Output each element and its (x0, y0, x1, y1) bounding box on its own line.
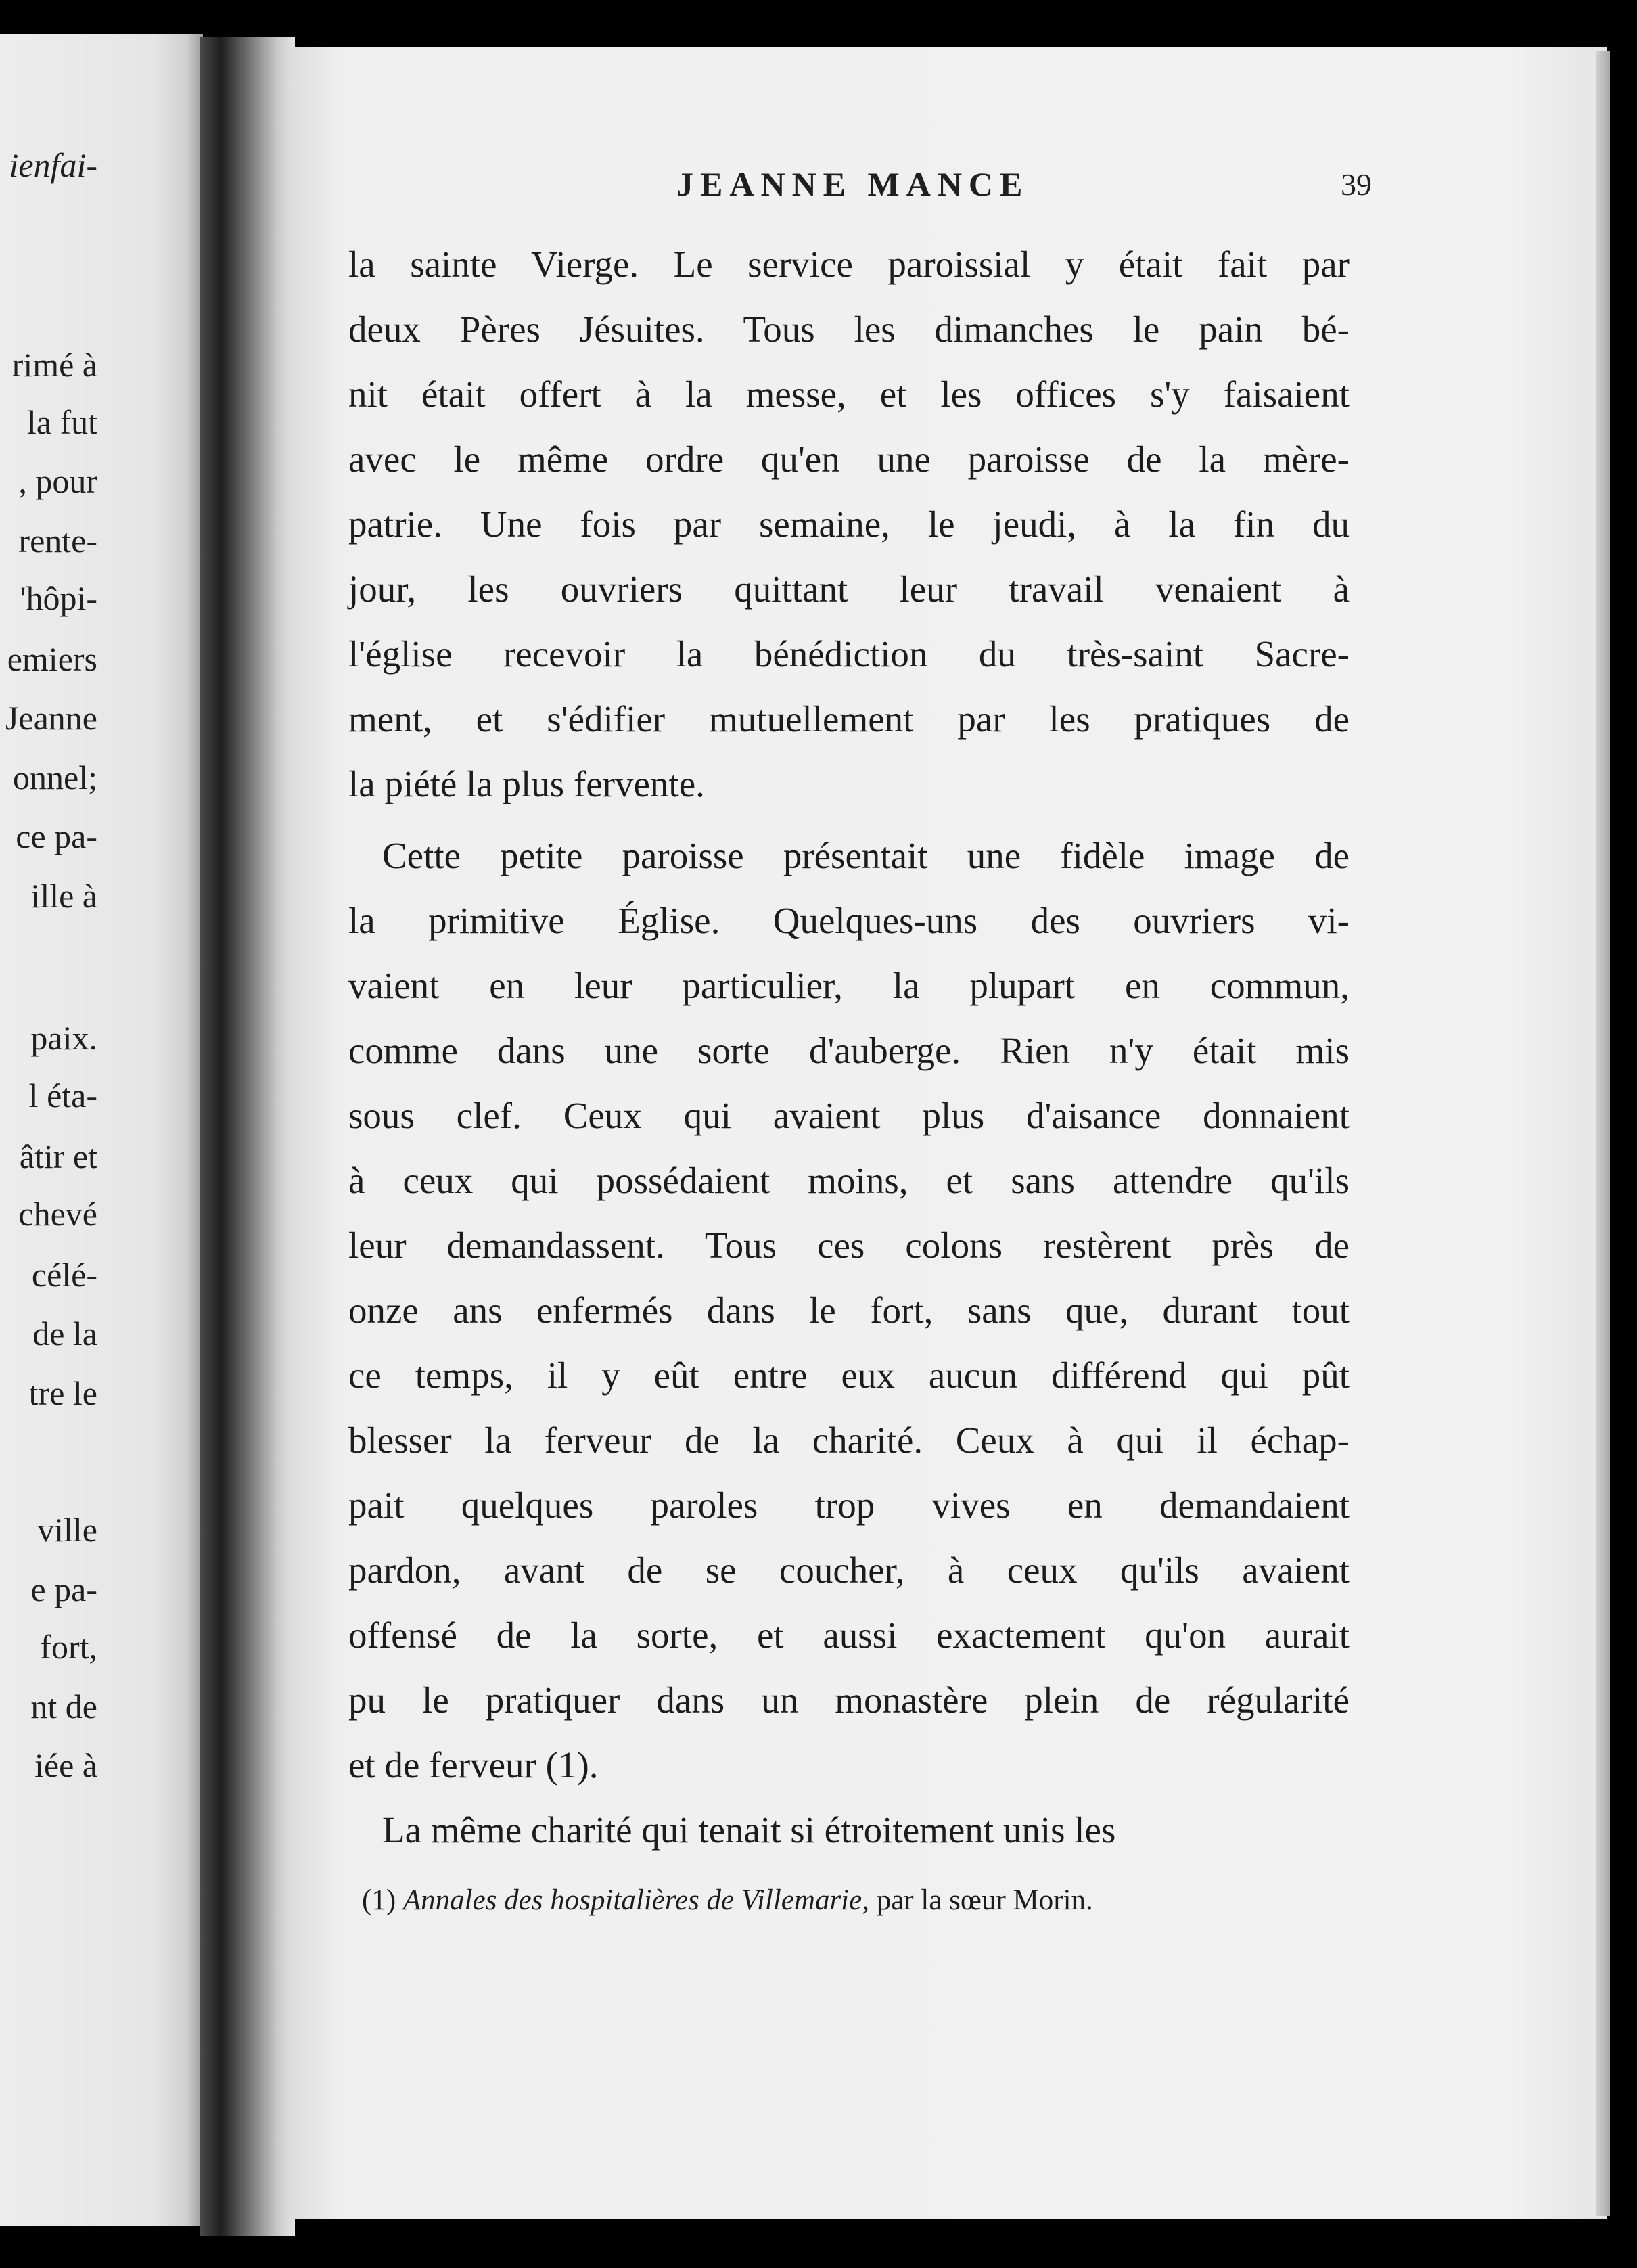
text-line: deux Pères Jésuites. Tous les dimanches le pain bé- (348, 309, 1350, 350)
left-page-line: l éta- (28, 1076, 97, 1114)
text-line: l'église recevoir la bénédiction du très-saint Sacre- (348, 633, 1350, 675)
left-page-line: tre le (28, 1374, 97, 1412)
left-page-line: ille à (30, 877, 97, 915)
footnote-marker: (1) (362, 1884, 396, 1916)
text-line: à ceux qui possédaient moins, et sans attendre qu'ils (348, 1160, 1350, 1201)
text-line: pardon, avant de se coucher, à ceux qu'ils avaient (348, 1549, 1350, 1591)
text-line: blesser la ferveur de la charité. Ceux à qui il échap- (348, 1420, 1350, 1461)
text-line: nit était offert à la messe, et les offices s'y faisaient (348, 373, 1350, 415)
left-page-line: la fut (26, 403, 97, 441)
left-page-line: âtir et (19, 1137, 97, 1175)
text-line: vaient en leur particulier, la plupart en commun, (348, 965, 1350, 1006)
text-line: la piété la plus fervente. (348, 763, 705, 804)
left-page-line: ville (37, 1511, 97, 1549)
text-line: leur demandassent. Tous ces colons restèrent près de (348, 1225, 1350, 1266)
left-page-line: ienfai- (9, 146, 97, 184)
text-line: la sainte Vierge. Le service paroissial y était fait par (348, 244, 1350, 285)
left-page-line: paix. (30, 1019, 97, 1057)
page-number: 39 (1341, 167, 1372, 202)
text-line: comme dans une sorte d'auberge. Rien n'y était mis (348, 1030, 1350, 1071)
text-line: patrie. Une fois par semaine, le jeudi, à la fin du (348, 503, 1350, 545)
text-line: pu le pratiquer dans un monastère plein de régularité (348, 1679, 1350, 1721)
running-title: JEANNE MANCE (676, 165, 1030, 203)
page-edge (1596, 51, 1610, 2216)
footnote-work-title: Annales des hospitalières de Villemarie, (402, 1884, 869, 1916)
left-page-line: chevé (18, 1195, 97, 1233)
paragraph-3 (348, 1798, 1350, 1863)
left-page-line: iée à (34, 1746, 97, 1784)
paragraph-1 (348, 232, 1350, 817)
paragraph-2 (348, 823, 1350, 1798)
left-page-line: de la (32, 1315, 97, 1353)
text-line: jour, les ouvriers quittant leur travail venaient à (348, 568, 1350, 610)
left-page-line: emiers (7, 640, 97, 678)
text-line: avec le même ordre qu'en une paroisse de la mère- (348, 438, 1350, 480)
left-page-line: ce pa- (16, 817, 97, 855)
left-page-line: onnel; (13, 758, 97, 796)
text-line: la primitive Église. Quelques-uns des ouvriers vi- (348, 900, 1350, 941)
left-page-line: rimé à (11, 346, 97, 384)
left-page-line: célé- (31, 1256, 97, 1294)
text-line: ce temps, il y eût entre eux aucun différend qui pût (348, 1355, 1350, 1396)
footnote (362, 1884, 1350, 1917)
footnote-author: par la sœur Morin. (876, 1884, 1093, 1916)
text-line: ment, et s'édifier mutuellement par les pratiques de (348, 698, 1350, 740)
book-gutter (200, 37, 295, 2236)
text-line: onze ans enfermés dans le fort, sans que, durant tout (348, 1290, 1350, 1331)
text-line: pait quelques paroles trop vives en demandaient (348, 1484, 1350, 1526)
left-page-line: rente- (18, 522, 97, 560)
text-line: sous clef. Ceux qui avaient plus d'aisance donnaient (348, 1095, 1350, 1136)
left-page-line: e pa- (30, 1570, 97, 1608)
text-line: Cette petite paroisse présentait une fidèle image de (382, 835, 1350, 876)
left-page-line: nt de (30, 1687, 97, 1725)
text-line: La même charité qui tenait si étroitement unis les (382, 1809, 1116, 1851)
text-line: et de ferveur (1). (348, 1744, 599, 1786)
left-page-line: fort, (40, 1628, 97, 1666)
left-page-line: Jeanne (5, 699, 97, 737)
left-page-line: 'hôpi- (20, 579, 97, 617)
text-line: offensé de la sorte, et aussi exactement qu'on aurait (348, 1614, 1350, 1656)
left-page-line: , pour (18, 462, 97, 500)
